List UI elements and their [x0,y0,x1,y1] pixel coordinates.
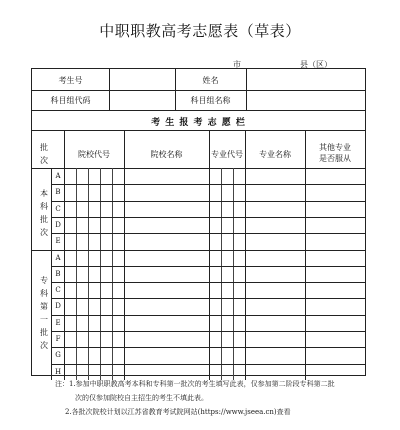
section-header-line [32,130,365,131]
column-header-line [32,168,365,169]
other-major-header: 其他专业 是否服从 [319,143,351,163]
info-bottom-line [32,110,365,111]
note-line-3: 2.各批次院校计划以江苏省教育考试院网站(https://www.jseea.cn)查看 [65,408,291,416]
school-code-header: 院校代号 [78,150,110,159]
row-letter: E [55,318,61,327]
subject-group-name-label: 科目组名称 [190,96,231,105]
row-letter: B [55,188,61,197]
row-line [51,201,365,202]
row-line [51,347,365,348]
row-line [51,282,365,283]
note-line-2: 次的仅参加院校自主招生的考生不填此表。 [75,394,208,402]
column-line [64,130,65,380]
row-line [51,315,365,316]
row-letter: A [55,253,61,262]
row-line [51,184,365,185]
city-label: 市 [233,60,241,69]
column-line [245,130,246,380]
row-line [51,298,365,299]
batch-junior-college-label: 专 科 第 一 批 次 [40,276,48,350]
column-line [124,130,125,380]
row-letter: H [54,367,62,376]
row-letter: G [55,351,61,360]
row-line [51,217,365,218]
column-line [209,130,210,380]
page-title: 中职职教高考志愿表（草表） [99,22,301,40]
row-letter: D [55,220,61,229]
row-letter: C [55,204,61,213]
row-letter: F [55,335,61,343]
note-line-1: 注：1.参加中职职教高考本科和专科第一批次的考生填写此表，仅参加第二阶段专科第二批 [55,380,335,388]
column-line [305,130,306,380]
name-label: 姓名 [202,76,219,85]
school-name-header: 院校名称 [150,150,183,159]
row-letter: B [55,269,61,278]
row-line [51,233,365,234]
subject-group-code-label: 科目组代码 [50,96,91,105]
row-letter: A [55,172,61,180]
row-line [51,266,365,267]
county-label: 县（区） [300,60,332,69]
batch-undergraduate-label: 本 科 批 次 [40,189,48,237]
row-letter: C [55,286,61,295]
exam-no-label: 考生号 [58,76,83,85]
form-table [31,68,366,376]
batch-divider [32,250,365,251]
major-code-header: 专业代号 [211,150,243,159]
row-line [51,364,365,365]
batch-col-header: 批 次 [40,143,48,165]
info-vline-3 [246,69,247,110]
info-vline-1 [109,69,110,110]
info-divider [32,90,365,91]
major-name-header: 专业名称 [259,150,291,159]
row-letter: E [55,237,61,246]
section-header: 考 生 报 考 志 愿 栏 [151,118,246,128]
row-line [51,331,365,332]
row-letter: D [55,302,61,311]
